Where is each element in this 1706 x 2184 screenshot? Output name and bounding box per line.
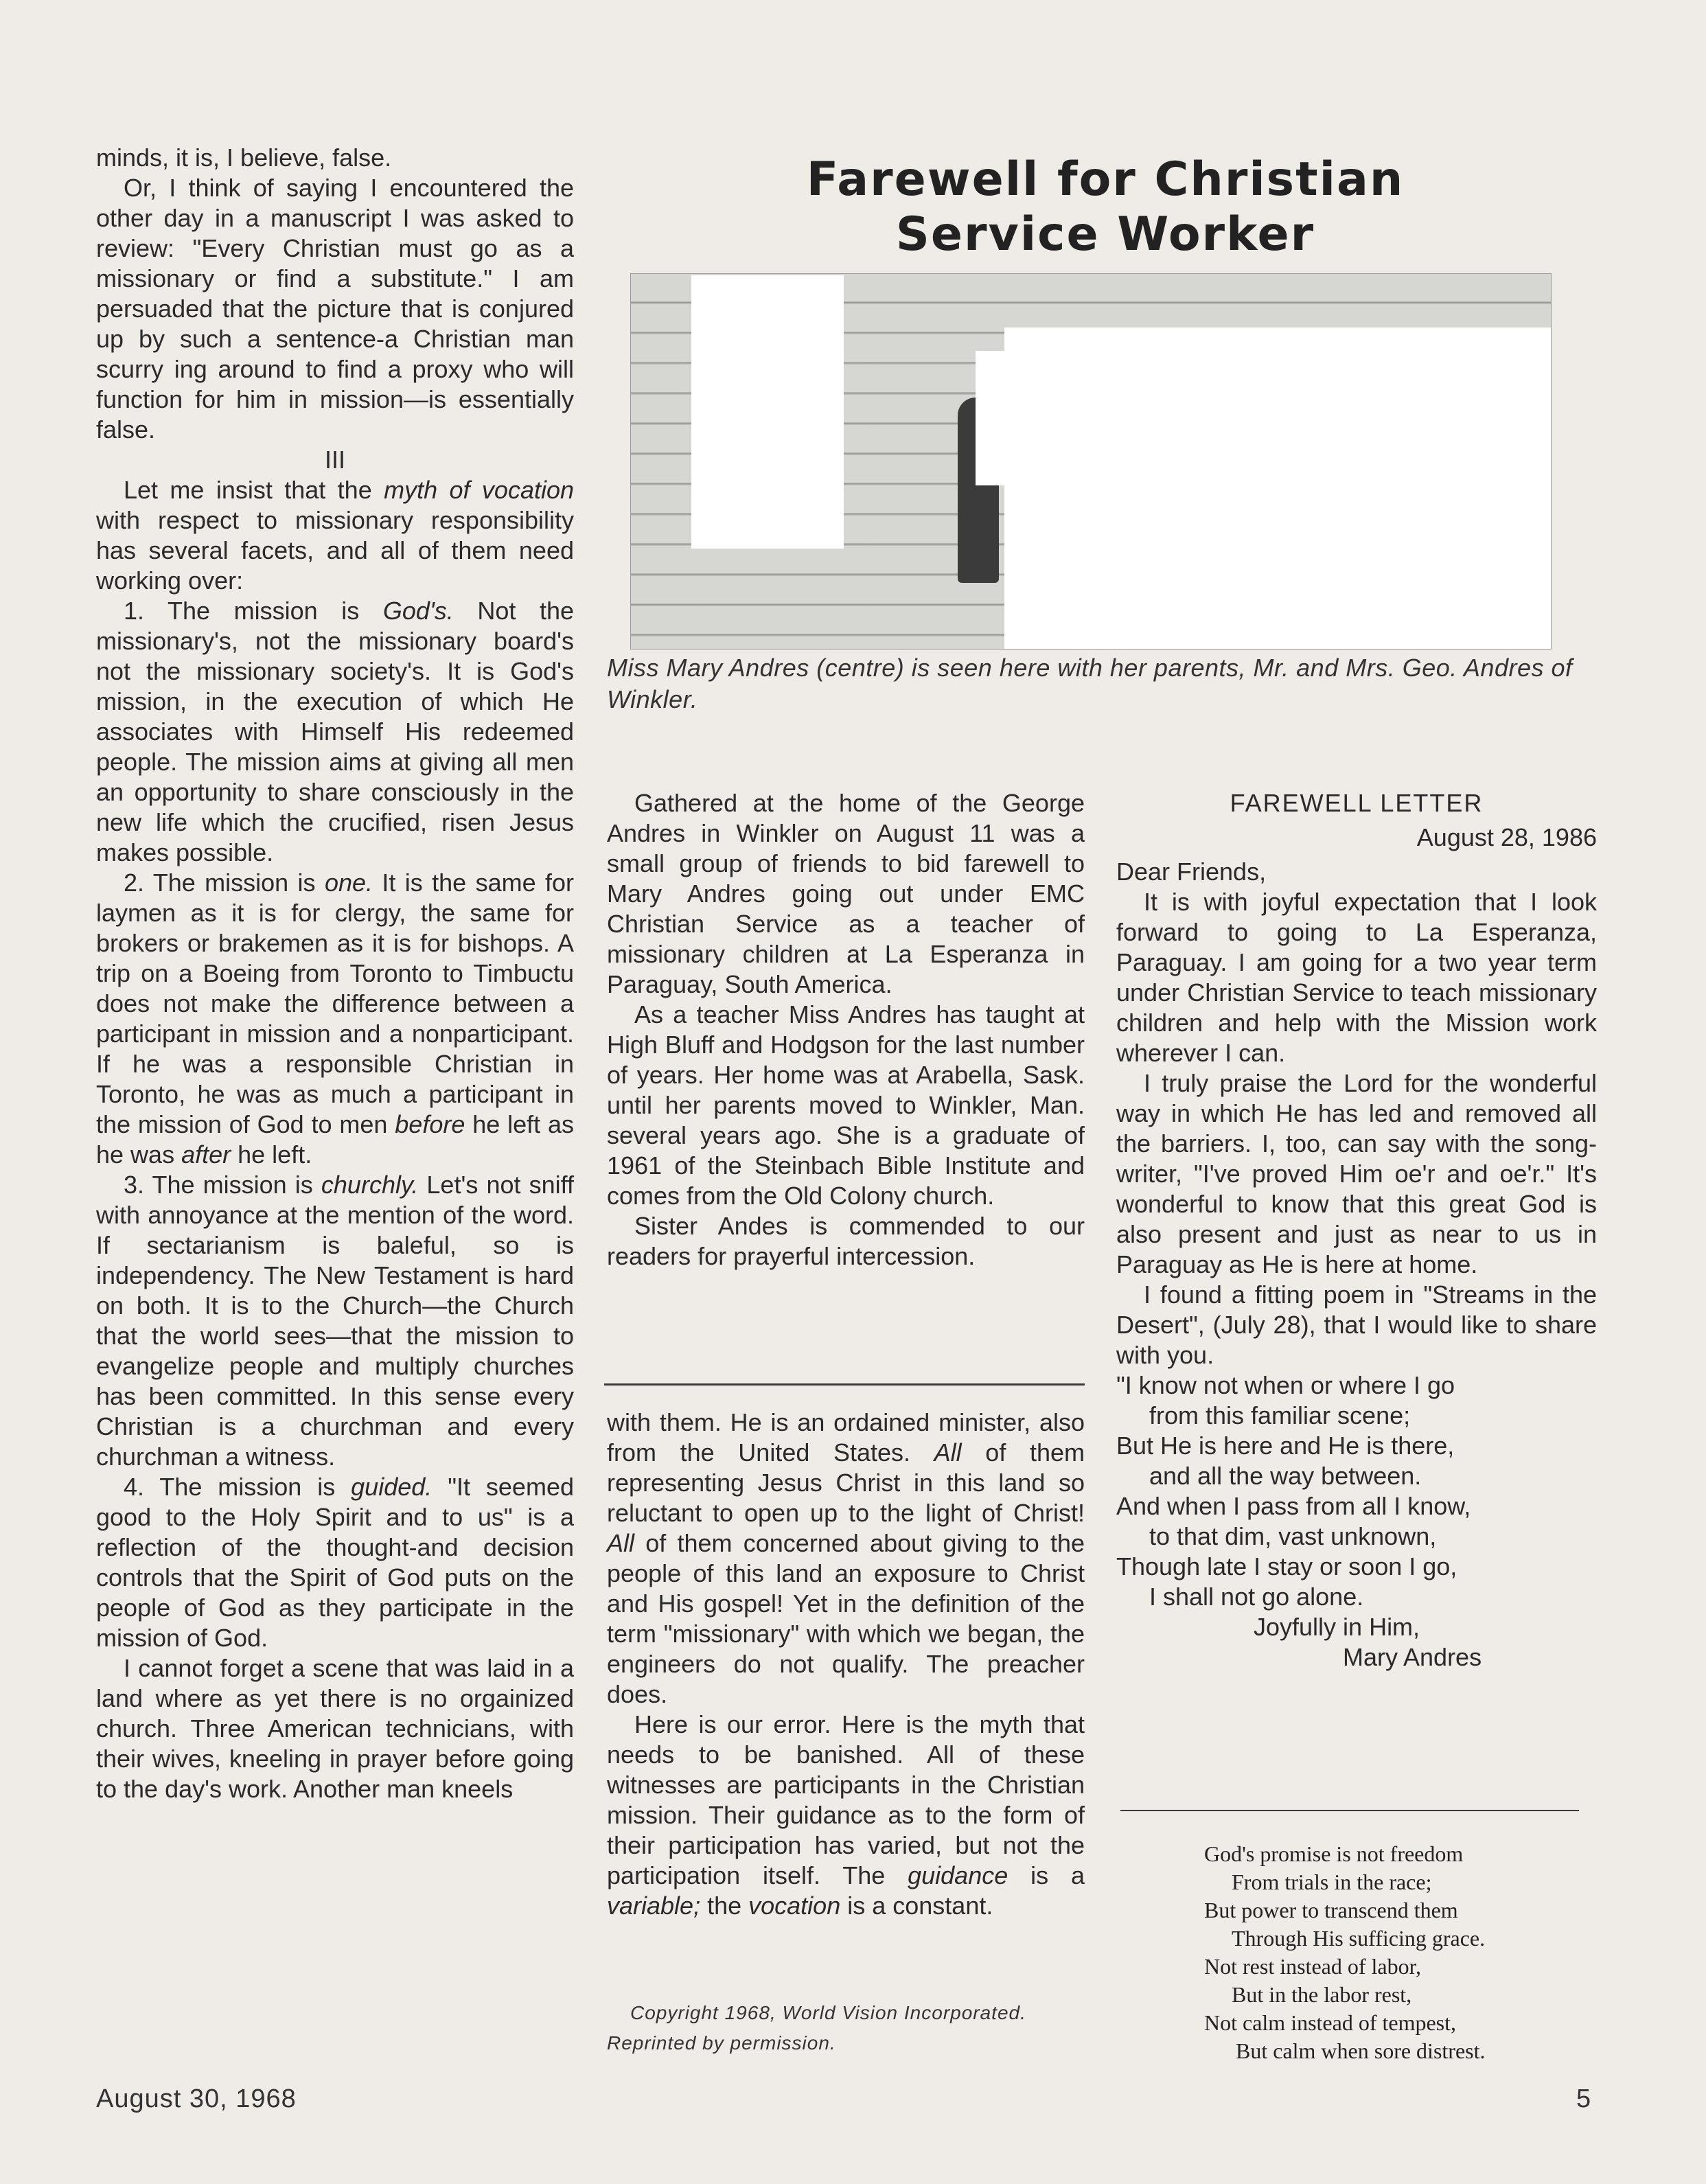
verse-line: "I know not when or where I go <box>1116 1371 1455 1399</box>
letter-salutation: Dear Friends, <box>1116 858 1267 886</box>
paragraph: with them. He is an ordained minister, also from the United States. All of them representing Jesus Christ in this land so reluctant to open up to the light of Christ! All of them concerned about giving to the people of this land an exposure to Christ and His gospel! Yet in the definition of the term "missionary" with which we began, the engineers do not qualify. The preacher does. <box>607 1408 1085 1708</box>
verse-line: to that dim, vast unknown, <box>1149 1522 1437 1550</box>
verse-line: I shall not go alone. <box>1149 1583 1364 1611</box>
paragraph: 2. The mission is one. It is the same for laymen as it is for clergy, the same for brokers or brakemen as it is for bishops. A trip on a Boeing from Toronto to Timbuctu does not make the difference between a participant in mission and a nonparticipant. If he was a responsible Christian in Toronto, he was as much a participant in the mission of God to men before he left as he was after he left. <box>96 869 574 1169</box>
page-number: 5 <box>1576 2084 1591 2113</box>
divider <box>604 1383 1085 1386</box>
reprint-line: Reprinted by permission. <box>607 2032 836 2054</box>
verse-line: and all the way between. <box>1149 1462 1422 1490</box>
verse-line: from this familiar scene; <box>1149 1401 1411 1429</box>
poem-line: But power to transcend them <box>1204 1898 1458 1922</box>
letter-title: FAREWELL LETTER <box>1230 789 1484 817</box>
poem-line: God's promise is not freedom <box>1204 1841 1464 1866</box>
family-photo <box>630 273 1552 650</box>
paragraph: 1. The mission is God's. Not the missionary's, not the missionary board's not the missionary society's. It is God's mission, in the execution of which He associates with Himself His redeemed people. The mission aims at giving all men an opportunity to share consciously in the new life which the crucified, risen Jesus makes possible. <box>96 597 574 866</box>
photo-redaction-left <box>691 275 844 549</box>
letter-signature: Mary Andres <box>1343 1643 1482 1671</box>
poem-line: Not calm instead of tempest, <box>1204 2010 1457 2035</box>
verse-line: But He is here and He is there, <box>1116 1432 1455 1460</box>
paragraph: Let me insist that the myth of vocation with respect to missionary responsibility has several facets, and all of them need working over: <box>96 476 575 595</box>
headline-line-1: Farewell for Christian <box>806 152 1405 207</box>
paragraph: 3. The mission is churchly. Let's not sniff with annoyance at the mention of the word. If sectarianism is baleful, so is independency. The New Testament is hard on both. It is to the Church—the Church that the world sees—that the mission to evangelize people and multiply churches has been committed. In this sense every Christian is a churchman and every churchman a witness. <box>96 1171 574 1471</box>
paragraph: Or, I think of saying I encountered the other day in a manuscript I was asked to review: "Every Christian must go as a missionary or find a substitute." I am persuaded that the picture that is conjured up by such a sentence-a Christian man scurry ing around to find a proxy who will function for him in mission—is essentially false. <box>96 174 574 444</box>
paragraph: Sister Andes is commended to our readers for prayerful intercession. <box>607 1212 1085 1270</box>
article-continued <box>607 1407 1085 1921</box>
poem-line: But calm when sore distrest. <box>1236 2038 1486 2063</box>
copyright-notice <box>607 1998 1085 2058</box>
letter-date: August 28, 1986 <box>1416 823 1597 851</box>
photo-redaction-right <box>1004 327 1551 649</box>
farewell-letter <box>1116 788 1597 1673</box>
paragraph: 4. The mission is guided. "It seemed good to the Holy Spirit and to us" is a reflection of the thought-and decision controls that the Spirit of God puts on the people of God as they participate in the mission of God. <box>96 1473 574 1652</box>
headline-line-2: Service Worker <box>895 207 1315 262</box>
paragraph: As a teacher Miss Andres has taught at High Bluff and Hodgson for the last number of years. Her home was at Arabella, Sask. until her parents moved to Winkler, Man. several years ago. She is a graduate of 1961 of the Steinbach Bible Institute and comes from the Old Colony church. <box>607 1000 1085 1210</box>
paragraph: minds, it is, I believe, false. <box>96 143 392 172</box>
poem <box>1133 1840 1600 2065</box>
paragraph: Here is our error. Here is the myth that needs to be banished. All of these witnesses are participants in the Christian mission. Their guidance as to the form of their participation has varied, but not the participation itself. The guidance is a variable; the vocation is a constant. <box>607 1710 1085 1920</box>
paragraph: It is with joyful expectation that I look forward to going to La Esperanza, Paraguay. I am going for a two year term under Christian Service to teach missionary children and help with the Mission work wherever I can. <box>1116 888 1597 1067</box>
poem-line: Through His sufficing grace. <box>1232 1926 1486 1951</box>
poem-line: But in the labor rest, <box>1232 1982 1412 2007</box>
photo-redaction-right-tab <box>976 351 1010 485</box>
photo-caption: Miss Mary Andres (centre) is seen here with her parents, Mr. and Mrs. Geo. Andres of Winkler. <box>607 654 1573 713</box>
left-column-article <box>96 143 574 1804</box>
poem-line: From trials in the race; <box>1232 1870 1432 1894</box>
copyright-line: Copyright 1968, World Vision Incorporated. <box>630 2002 1026 2023</box>
divider <box>1120 1810 1579 1811</box>
verse-line: Though late I stay or soon I go, <box>1116 1552 1457 1580</box>
paragraph: Gathered at the home of the George Andres in Winkler on August 11 was a small group of friends to bid farewell to Mary Andres going out under EMC Christian Service as a teacher of missionary children at La Esperanza in Paraguay, South America. <box>607 789 1085 998</box>
poem-line: Not rest instead of labor, <box>1204 1954 1421 1979</box>
paragraph: I found a fitting poem in "Streams in the Desert", (July 28), that I would like to share with you. <box>1116 1280 1597 1369</box>
letter-closing: Joyfully in Him, <box>1254 1613 1420 1641</box>
farewell-story <box>607 788 1085 1272</box>
footer-date: August 30, 1968 <box>96 2084 297 2113</box>
paragraph: I cannot forget a scene that was laid in a land where as yet there is no orgainized church. Three American technicians, with their wives, kneeling in prayer before going to the day's work. Another man kneels <box>96 1654 574 1803</box>
verse-line: And when I pass from all I know, <box>1116 1492 1471 1520</box>
paragraph: I truly praise the Lord for the wonderful way in which He has led and removed all the barriers. I, too, can say with the song-writer, "I've proved Him oe'r and oe'r." It's wonderful to know that this great God is also present and just as near to us in Paraguay as He is here at home. <box>1116 1069 1597 1278</box>
section-numeral: III <box>324 446 345 474</box>
headline <box>618 152 1593 262</box>
